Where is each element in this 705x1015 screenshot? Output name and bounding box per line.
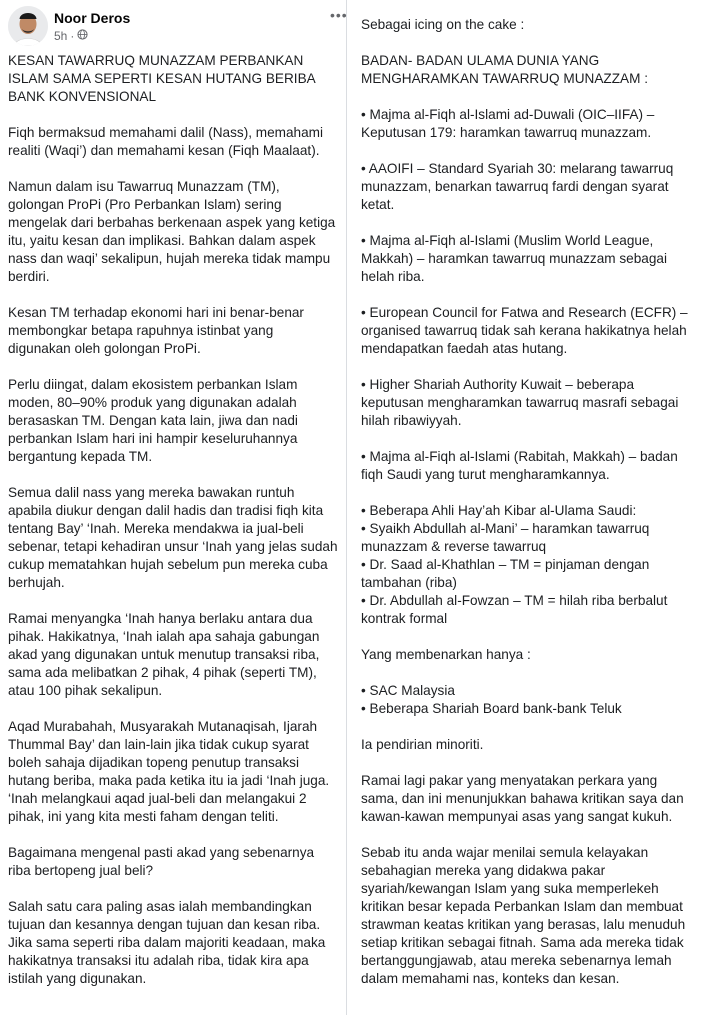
- author-name[interactable]: Noor Deros: [54, 10, 131, 26]
- list-item: • Higher Shariah Authority Kuwait – beberapa keputusan mengharamkan tawarruq masrafi sebagai hilah ribawiyyah.: [361, 377, 679, 428]
- post-column-left: [0, 0, 348, 986]
- post-meta: [54, 29, 88, 43]
- list-item: • AAOIFI – Standard Syariah 30: melarang tawarruq munazzam, benarkan tawarruq fardi dengan syarat ketat.: [361, 161, 674, 212]
- paragraph: Fiqh bermaksud memahami dalil (Nass), memahami realiti (Waqi’) dan memahami kesan (Fiqh Maalaat).: [8, 125, 324, 158]
- paragraph: Bagaimana mengenal pasti akad yang sebenarnya riba bertopeng jual beli?: [8, 845, 315, 878]
- paragraph: Semua dalil nass yang mereka bawakan runtuh apabila diukur dengan dalil hadis dan tradisi fiqh kita tentang Bay’ ‘Inah. Mereka mendakwa ia jual-beli sebenar, tetapi kehadiran unsur ‘Inah yang jelas sudah cukup mematahkan hujah sebelum pun mereka cuba berhujah.: [8, 485, 338, 590]
- list-item: • European Council for Fatwa and Research (ECFR) – organised tawarruq tidak sah kerana hakikatnya helah mendapatkan faedah atas hutang.: [361, 305, 688, 356]
- paragraph: Ia pendirian minoriti.: [361, 737, 484, 752]
- post-body-right: [361, 16, 697, 1006]
- list-item: • SAC Malaysia • Beberapa Shariah Board bank-bank Teluk: [361, 683, 622, 716]
- list-item: • Beberapa Ahli Hay’ah Kibar al-Ulama Saudi: • Syaikh Abdullah al-Mani’ – haramkan tawarruq munazzam & reverse tawarruq • Dr. Saad al-Khathlan – TM = pinjaman dengan tambahan (riba) • Dr. Abdullah al-Fowzan – TM = hilah riba berbalut kontrak formal: [361, 503, 668, 626]
- post-header: [0, 0, 346, 50]
- post-body-left: [8, 52, 338, 1006]
- paragraph: Sebagai icing on the cake :: [361, 17, 525, 32]
- list-item: • Majma al-Fiqh al-Islami (Muslim World League, Makkah) – haramkan tawarruq munazzam sebagai helah riba.: [361, 233, 668, 284]
- paragraph: Namun dalam isu Tawarruq Munazzam (TM), golongan ProPi (Pro Perbankan Islam) sering mengelak dari berbahas berkenaan aspek yang ketiga itu, yaitu kesan dan implikasi. Bahkan dalam aspek nass dan waqi’ sekalipun, hujah mereka tidak mampu berdiri.: [8, 179, 336, 284]
- globe-icon: [77, 29, 88, 43]
- paragraph: Aqad Murabahah, Musyarakah Mutanaqisah, Ijarah Thummal Bay’ dan lain-lain jika tidak cukup syarat boleh sahaja dijadikan topeng penutup transaksi hutang beriba, maka pada ketika itu ia jadi ‘Inah juga. ‘Inah melangkaui aqad jual-beli dan melangakui 2 pihak, ini yang kita mesti faham dengan teliti.: [8, 719, 330, 824]
- post-time[interactable]: 5h: [54, 29, 68, 43]
- paragraph: Kesan TM terhadap ekonomi hari ini benar-benar membongkar betapa rapuhnya istinbat yang digunakan oleh golongan ProPi.: [8, 305, 304, 356]
- avatar[interactable]: [8, 6, 48, 46]
- column-divider: [346, 0, 347, 1015]
- paragraph: Sebab itu anda wajar menilai semula kelayakan sebahagian mereka yang didakwa pakar syariah/kewangan Islam yang suka memperlekeh kritikan besar kepada Perbankan Islam dan membuat strawman keatas kritikan yang berasas, lalu menuduh setiap kritikan sebagai fitnah. Sama ada mereka tidak bertanggungjawab, atau mereka sebenarnya lemah dalam memahami nas, konteks dan kesan.: [361, 845, 686, 986]
- paragraph: Salah satu cara paling asas ialah membandingkan tujuan dan kesannya dengan tujuan dan kesan riba. Jika sama seperti riba dalam majoriti keadaan, maka hakikatnya transaksi itu adalah riba, tidak kira apa istilah yang digunakan.: [8, 899, 326, 986]
- list-item: • Majma al-Fiqh al-Islami ad-Duwali (OIC–IIFA) – Keputusan 179: haramkan tawarruq munazzam.: [361, 107, 655, 140]
- paragraph: Ramai lagi pakar yang menyatakan perkara yang sama, dan ini menunjukkan bahawa kritikan saya dan kawan-kawan mempunyai asas yang sangat kukuh.: [361, 773, 684, 824]
- paragraph: Perlu diingat, dalam ekosistem perbankan Islam moden, 80–90% produk yang digunakan adalah berasaskan TM. Dengan kata lain, jiwa dan nadi perbankan Islam hari ini hampir keseluruhannya bergantung kepada TM.: [8, 377, 298, 464]
- paragraph: Ramai menyangka ‘Inah hanya berlaku antara dua pihak. Hakikatnya, ‘Inah ialah apa sahaja gabungan akad yang digunakan untuk menutup transaksi riba, sama ada melibatkan 2 pihak, 4 pihak (seperti TM), atau 100 pihak sekalipun.: [8, 611, 320, 698]
- meta-separator: ·: [70, 29, 75, 43]
- post-title: KESAN TAWARRUQ MUNAZZAM PERBANKAN ISLAM SAMA SEPERTI KESAN HUTANG BERIBA BANK KONVENSIONAL: [8, 53, 315, 104]
- section-heading: BADAN- BADAN ULAMA DUNIA YANG MENGHARAMKAN TAWARRUQ MUNAZZAM :: [361, 53, 648, 86]
- paragraph: Yang membenarkan hanya :: [361, 647, 531, 662]
- more-options-icon[interactable]: •••: [330, 7, 348, 23]
- list-item: • Majma al-Fiqh al-Islami (Rabitah, Makkah) – badan fiqh Saudi yang turut mengharamkannya.: [361, 449, 678, 482]
